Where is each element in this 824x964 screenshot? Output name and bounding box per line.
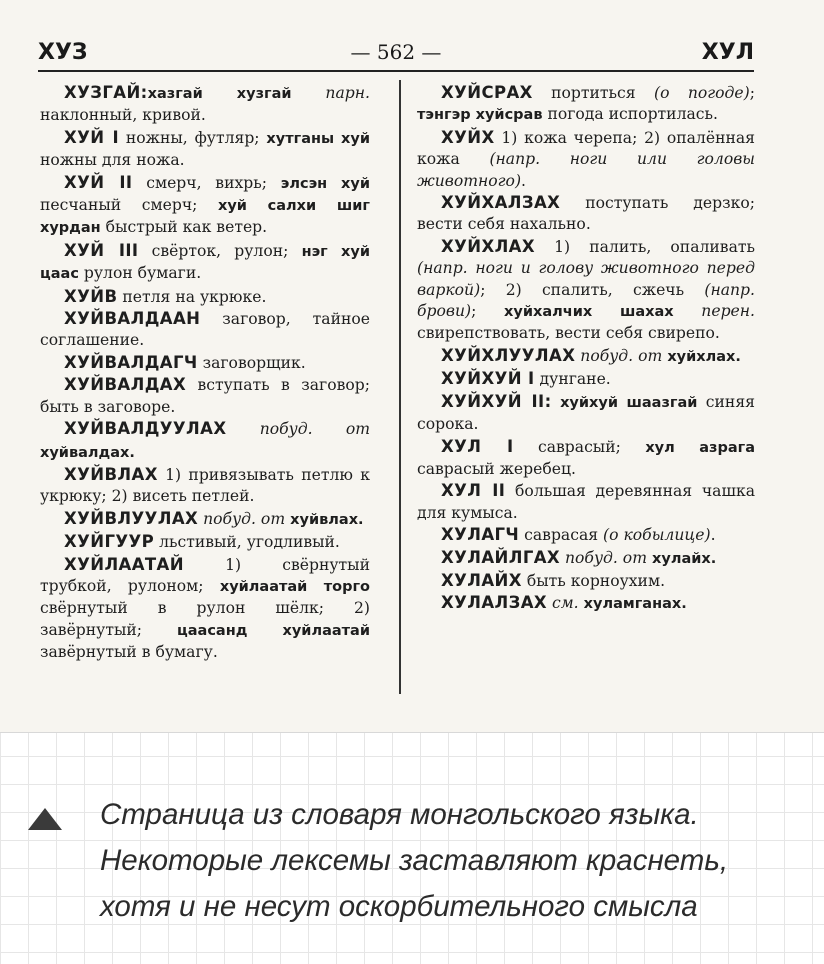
dictionary-entry [417,547,755,570]
entry-translation: свирепствовать, вести себя свирепо. [417,324,720,343]
right-column [417,82,755,616]
entry-translation: . [710,526,716,545]
entry-example: тэнгэр хуйсрав [417,107,543,124]
entry-translation: 1) палить, опаливать [534,237,755,256]
entry-label: см. [547,594,579,613]
entry-translation: завёрнутый в бумагу. [40,643,218,662]
dictionary-entry [417,236,755,345]
entry-headword: ХУЙ III [64,240,139,260]
entry-translation: рулон бумаги. [78,264,202,283]
entry-example: хазгай хузгай [147,86,292,102]
entry-headword: ХУЙХУЙ II: [441,391,552,411]
dictionary-entry [40,286,370,308]
dictionary-entry [417,345,755,368]
entry-headword: ХУЙВАЛДААН [64,309,201,329]
entry-headword: ХУЙВАЛДУУЛАХ [64,419,227,439]
dictionary-entry [40,308,370,352]
entry-headword: ХУЙ I [64,127,120,147]
entry-label: парн. [291,84,370,102]
caption-line-1: Страница из словаря монгольского языка. [100,798,699,831]
dictionary-entry [417,368,755,390]
dictionary-entry [417,592,755,615]
caption-line-3: хотя и не несут оскорбительного смысла [100,890,698,923]
entry-label: (о погоде) [653,84,750,102]
header-rule [38,70,754,72]
entry-example: цаасанд хуйлаатай [177,622,370,639]
scan-bottom-border [0,732,824,733]
dictionary-entry [40,374,370,418]
column-divider [399,80,401,694]
entry-translation: заговор, тайное соглашение. [40,310,370,350]
entry-translation: заговорщик. [197,353,306,372]
entry-headword: ХУЙЛААТАЙ [64,554,184,574]
entry-label: (напр. ноги или головы животного) [417,150,756,190]
dictionary-entry [40,464,370,508]
entry-translation: ; [471,302,505,321]
entry-label: (напр. брови) [417,280,755,321]
entry-example: хуйвалдах. [40,444,135,461]
entry-translation: вступать в заговор; быть в заговоре. [40,376,370,416]
entry-headword: ХУЙ II [64,172,133,192]
entry-example: хулайх. [646,550,717,567]
entry-example: хуйлаатай торго [219,578,370,595]
caption-line-2: Некоторые лексемы заставляют краснеть, [100,844,729,877]
entry-label: побуд. [560,548,618,567]
entry-translation: поступать дерзко; вести себя нахально. [417,194,755,234]
entry-headword: ХУЙСРАХ [441,83,533,102]
entry-headword: ХУЙГУУР [64,532,155,552]
entry-translation: ; [749,84,755,102]
entry-example: нэг хуй цаас [40,243,370,283]
entry-label: от [617,548,647,567]
dictionary-entry [417,480,755,524]
entry-translation: ; 2) спалить, сжечь [480,280,705,299]
entry-headword: ХУЛ II [441,481,506,501]
dictionary-entry [417,436,755,481]
entry-headword: ХУЛ I [441,436,514,456]
dictionary-entry [40,82,370,127]
entry-headword: ХУЛАЙХ [441,570,522,590]
entry-translation: саврасый жеребец. [417,459,576,478]
entry-translation: наклонный, кривой. [40,106,206,125]
entry-example: хуйхуй шаазгай [551,394,698,411]
header-right-word: ХУЛ [701,40,754,65]
entry-headword: ХУЛАГЧ [441,525,520,545]
entry-label: побуд. [575,346,634,365]
entry-translation: смерч, вихрь; [132,173,281,192]
caption [100,792,810,930]
entry-translation: 1) свёрнутый трубкой, рулоном; [40,555,370,595]
entry-headword: ХУЗГАЙ: [64,83,148,102]
entry-label: (напр. ноги и голову животного перед варкой) [417,259,755,299]
entry-example: хутганы хуй [266,130,370,147]
dictionary-entry [40,240,370,286]
entry-headword: ХУЙХ [441,127,495,147]
entry-example: хул азрага [645,439,756,456]
entry-example: хуй салхи шиг хурдан [40,198,370,237]
entry-label: от [633,346,663,365]
dictionary-entry [40,531,370,553]
entry-headword: ХУЙВАЛДАХ [64,375,187,395]
entry-translation: льстивый, угодливый. [154,533,340,552]
entry-example: хуйвлах. [285,511,364,528]
entry-headword: ХУЙХЛАХ [441,236,535,256]
left-column [40,82,370,664]
dictionary-entry [417,127,755,192]
entry-translation: петля на укрюке. [117,287,267,306]
entry-example: элсэн хуй [280,175,370,192]
entry-headword: ХУЙВ [64,286,118,306]
dictionary-entry [40,127,370,172]
dictionary-entry [417,192,755,236]
page-header [38,40,754,72]
entry-translation: дунгане. [534,370,611,389]
entry-headword: ХУЙВЛУУЛАХ [64,508,199,528]
entry-translation: . [521,171,527,190]
dictionary-entry [40,172,370,240]
dictionary-entry [40,352,370,374]
entry-label: от [255,509,286,528]
entry-headword: ХУЙХЛУУЛАХ [441,345,576,365]
entry-translation: погода испортилась. [542,105,718,124]
entry-translation: быть корноухим. [521,571,666,590]
entry-example: хуйхлах. [662,348,741,365]
entry-example: хуйхалчих шахах [504,304,674,321]
dictionary-entry [40,554,370,664]
entry-label: перен. [673,302,756,321]
entry-translation: свёрток, рулон; [138,241,302,260]
entry-headword: ХУЙВАЛДАГЧ [64,352,198,372]
entry-label: побуд. [226,420,313,439]
entry-translation: ножны, футляр; [119,128,267,147]
header-left-word: ХУЗ [38,40,88,65]
entry-headword: ХУЙХАЛЗАХ [441,193,561,213]
entry-translation: большая деревянная чашка для кумыса. [417,482,755,522]
dictionary-entry [417,570,755,592]
dictionary-entry [40,508,370,531]
entry-translation: 1) кожа черепа; 2) опалённая кожа [417,128,755,169]
entry-translation: быстрый как ветер. [100,218,268,237]
dictionary-entry [417,391,755,436]
page-number: — 562 — [350,40,442,64]
dictionary-entry [40,418,370,464]
entry-example: хуламганах. [578,596,687,613]
entry-translation: ножны для ножа. [40,151,185,170]
entry-label: (о кобылице) [603,526,711,545]
triangle-bullet-icon [28,808,62,830]
entry-headword: ХУЛАЙЛГАХ [441,547,561,567]
entry-translation: саврасая [519,526,604,545]
entry-label: побуд. [198,509,256,528]
entry-translation: свёрнутый в рулон шёлк; 2) завёрнутый; [40,599,370,639]
dictionary-entry [417,82,755,127]
entry-headword: ХУЙВЛАХ [64,464,158,484]
entry-translation: портиться [532,84,654,102]
entry-translation: саврасый; [513,437,646,456]
dictionary-entry [417,524,755,546]
entry-headword: ХУЙХУЙ I [441,369,535,389]
entry-translation: синяя сорока. [417,392,755,434]
entry-translation: песчаный смерч; [40,196,218,215]
entry-label: от [312,420,370,439]
entry-translation: 1) привязывать петлю к укрюку; 2) висеть петлей. [40,465,370,506]
entry-headword: ХУЛАЛЗАХ [441,593,548,613]
